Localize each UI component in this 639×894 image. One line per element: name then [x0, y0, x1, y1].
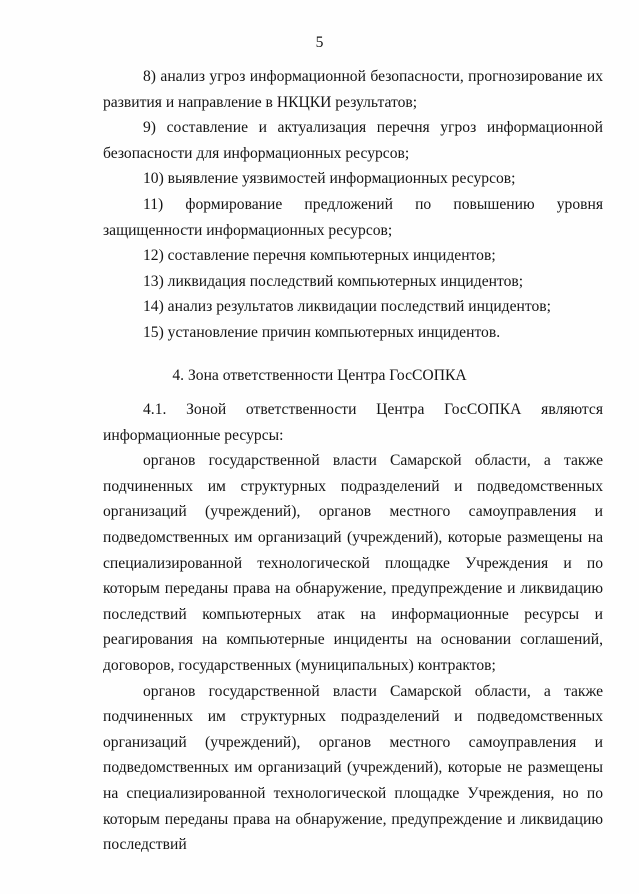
- list-item-9: 9) составление и актуализация перечня угроз информационной безопасности для информационных ресурсов;: [103, 119, 603, 162]
- numbered-list: [103, 64, 603, 346]
- list-item-10: 10) выявление уязвимостей информационных ресурсов;: [143, 170, 516, 188]
- list-item-15: 15) установление причин компьютерных инцидентов.: [143, 323, 501, 341]
- page-number: 5: [315, 34, 324, 51]
- list-item-11: 11) формирование предложений по повышению уровня защищенности информационных ресурсов;: [103, 195, 603, 239]
- list-item-14: 14) анализ результатов ликвидации последствий инцидентов;: [143, 298, 551, 316]
- section-body: [103, 397, 603, 858]
- list-item-13: 13) ликвидация последствий компьютерных инцидентов;: [143, 272, 524, 290]
- section-paragraph-bullet-1: органов государственной власти Самарской области, а также подчиненных им структурных подразделений и подведомственных организаций (учреждений), органов местного самоуправления и подведомственных им организаций (учреждений), которые размещены на специализированной технологической площадке Учреждения и по которым переданы права на обнаружение, предупреждение и ликвидацию последствий компьютерных атак на информационные ресурсы и реагирования на компьютерные инциденты на основании соглашений, договоров, государственных (муниципальных) контрактов;: [103, 452, 603, 674]
- section-paragraph-bullet-2: органов государственной власти Самарской области, а также подчиненных им структурных подразделений и подведомственных организаций (учреждений), органов местного самоуправления и подведомственных им организаций (учреждений), которые не размещены на специализированной технологической площадке Учреждения, но по которым переданы права на обнаружение, предупреждение и ликвидацию последствий: [103, 682, 603, 854]
- list-item-12: 12) составление перечня компьютерных инцидентов;: [143, 247, 496, 265]
- section-heading: 4. Зона ответственности Центра ГосСОПКА: [172, 367, 467, 384]
- list-item-8: 8) анализ угроз информационной безопасности, прогнозирование их развития и направление в НКЦКИ результатов;: [103, 68, 603, 111]
- section-paragraph-4-1: 4.1. Зоной ответственности Центра ГосСОПКА являются информационные ресурсы:: [103, 401, 603, 444]
